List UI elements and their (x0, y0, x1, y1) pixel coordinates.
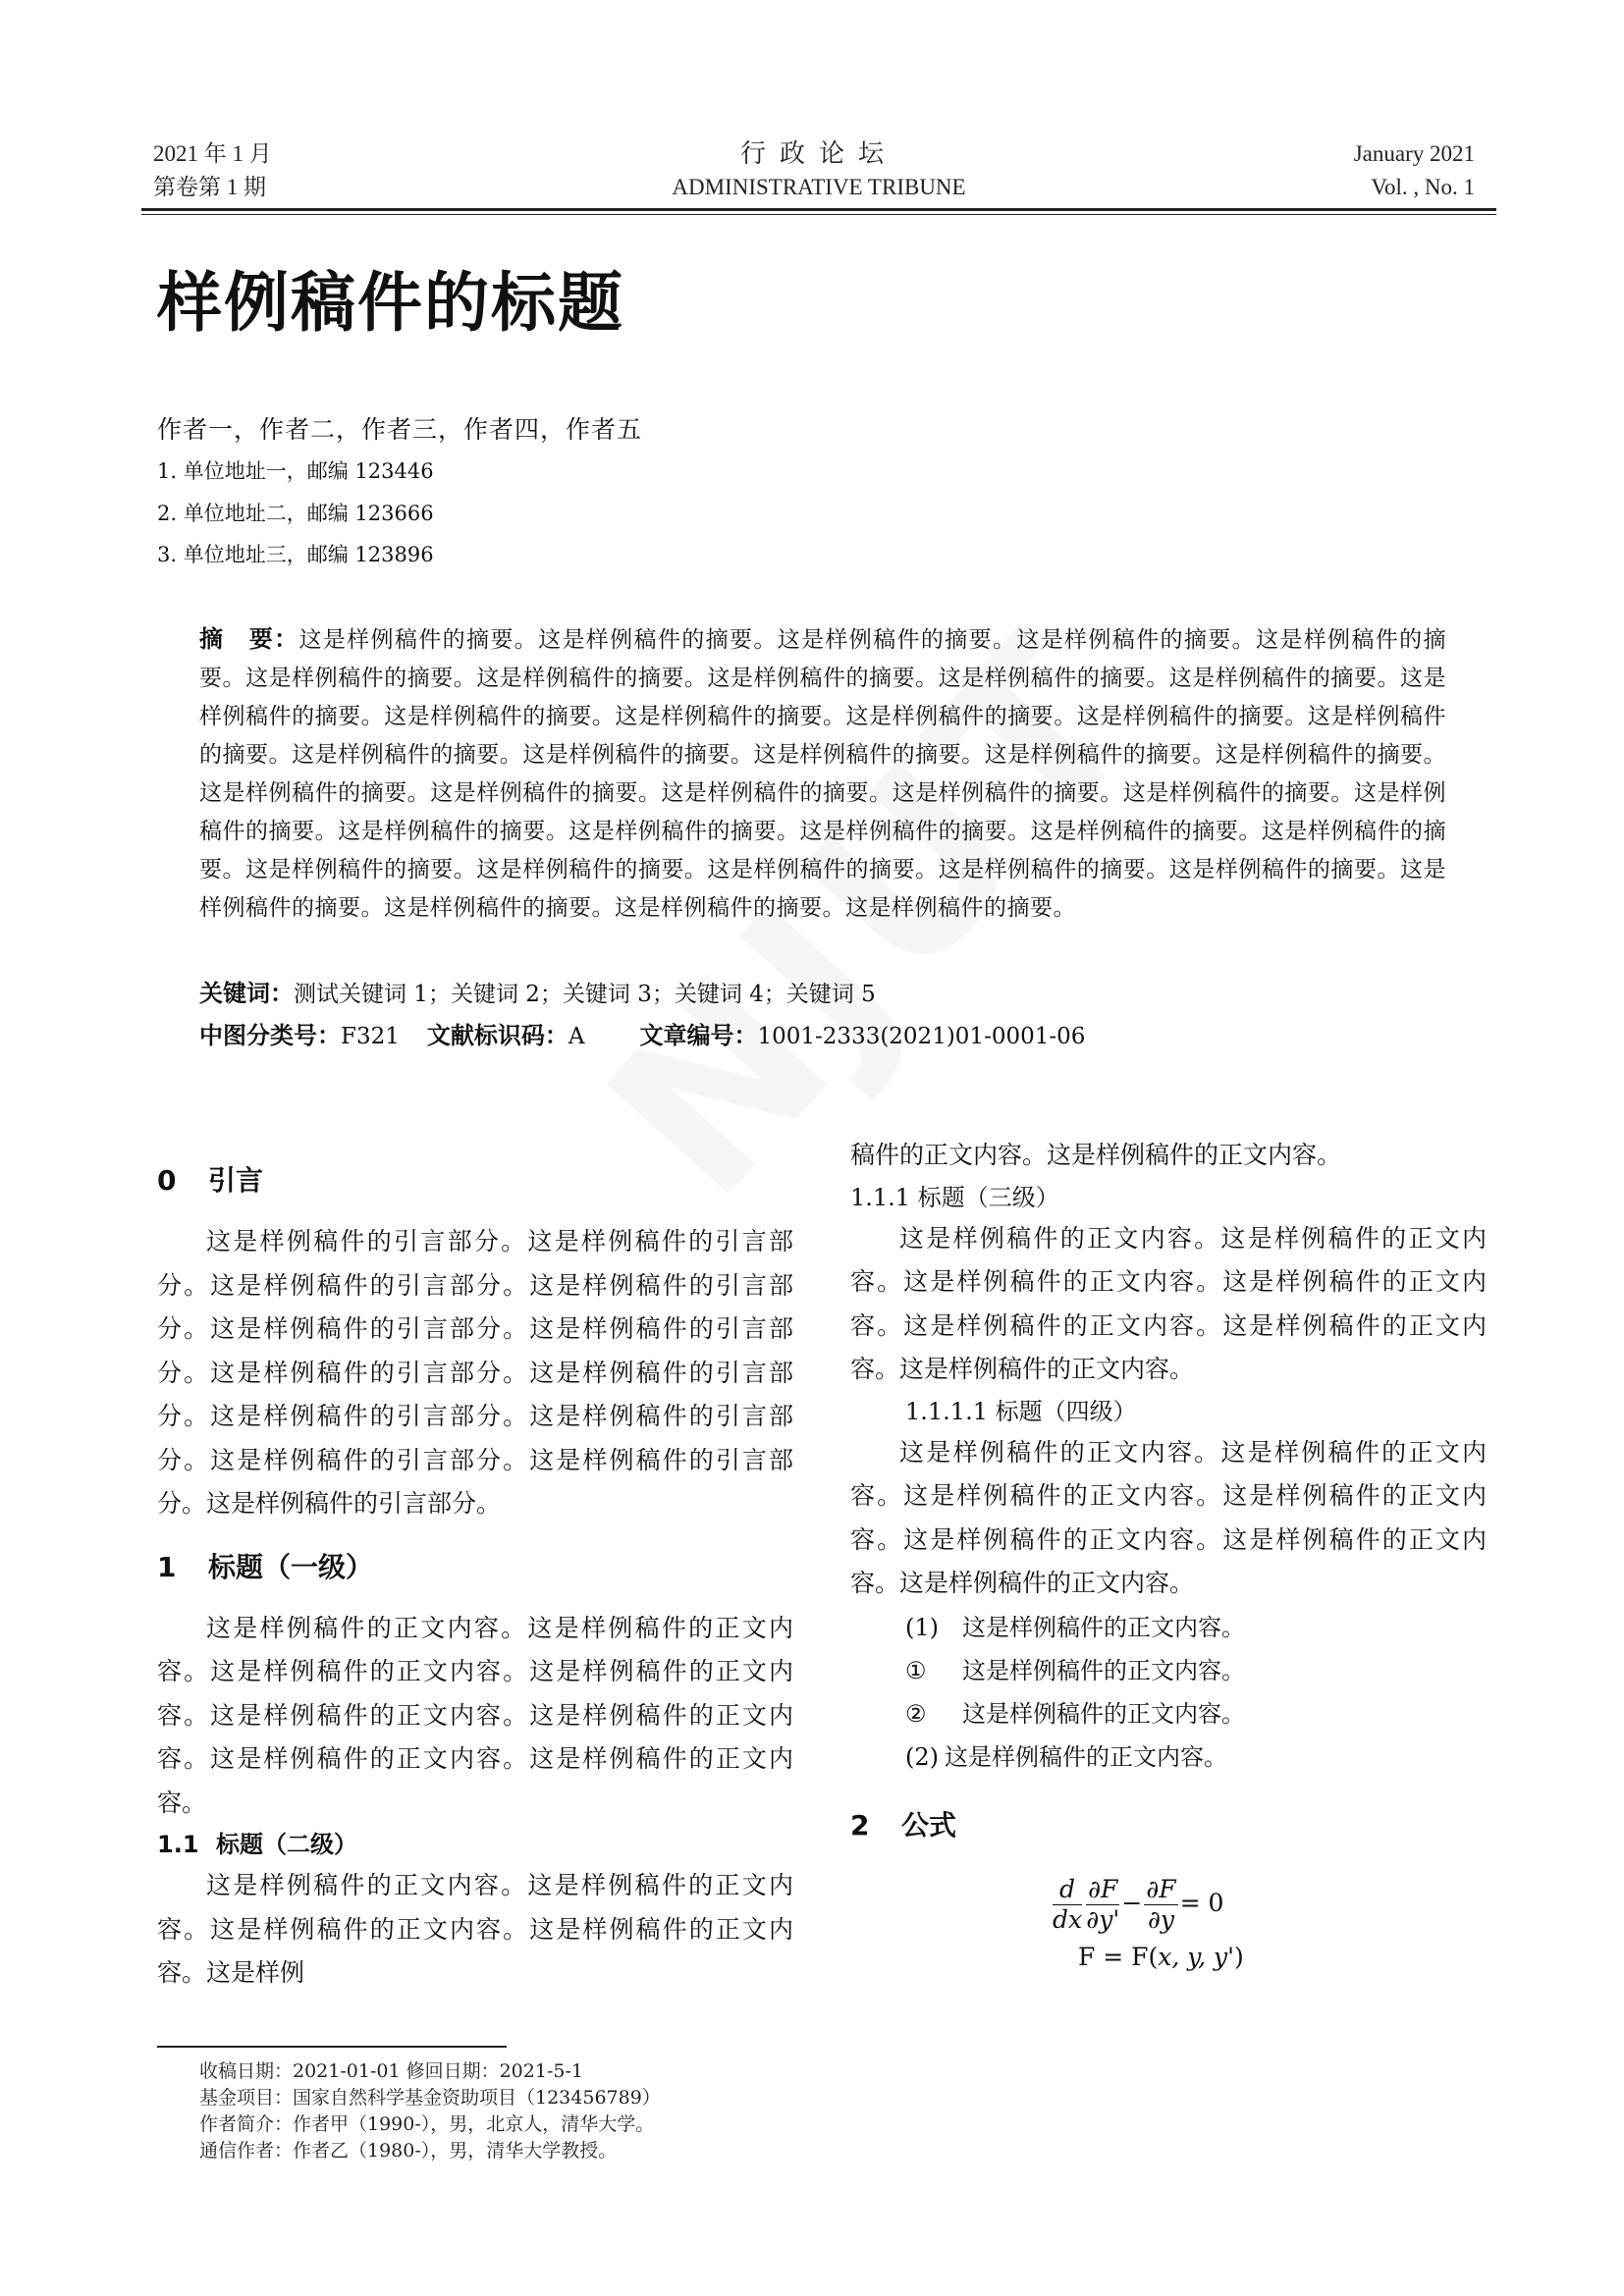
running-header (141, 137, 1496, 208)
journal-name-en: ADMINISTRATIVE TRIBUNE (672, 175, 966, 199)
section-heading-1-1-1: 1.1.1 标题（三级） (850, 1183, 1059, 1211)
formula-block (1051, 1875, 1286, 1971)
section-title: 标题（二级） (216, 1831, 357, 1858)
header-center (141, 137, 1496, 204)
header-right (1354, 137, 1475, 204)
journal-name-cn: 行政论坛 (739, 139, 897, 169)
section-number: 2 (850, 1808, 870, 1842)
footnote-author-bio: 作者简介：作者甲（1990-），男，北京人，清华大学。 (199, 2113, 655, 2135)
abstract-text: 这是样例稿件的摘要。这是样例稿件的摘要。这是样例稿件的摘要。这是样例稿件的摘要。这是样例稿件的摘要。这是样例稿件的摘要。这是样例稿件的摘要。这是样例稿件的摘要。这是样例稿件的摘要。这是样例稿件的摘要。这是样例稿件的摘要。这是样例稿件的摘要。这是样例稿件的摘要。这是样例稿件的摘要。这是样例稿件的摘要。这是样例稿件的摘要。这是样例稿件的摘要。这是样例稿件的摘要。这是样例稿件的摘要。这是样例稿件的摘要。这是样例稿件的摘要。这是样例稿件的摘要。这是样例稿件的摘要。这是样例稿件的摘要。这是样例稿件的摘要。这是样例稿件的摘要。这是样例稿件的摘要。这是样例稿件的摘要。这是样例稿件的摘要。这是样例稿件的摘要。这是样例稿件的摘要。这是样例稿件的摘要。这是样例稿件的摘要。这是样例稿件的摘要。这是样例稿件的摘要。这是样例稿件的摘要。这是样例稿件的摘要。这是样例稿件的摘要。这是样例稿件的摘要。这是样例稿件的摘要。这是样例稿件的摘要。 (199, 627, 1447, 921)
header-rule-thin (141, 214, 1496, 215)
author-list: 作者一，作者二，作者三，作者四，作者五 (157, 415, 643, 444)
equation-rhs: = 0 (1179, 1889, 1224, 1917)
section-heading-1 (157, 1546, 793, 1589)
body-column-right (850, 1134, 1487, 1865)
fraction: $\frac{d}{dx}$ (1053, 1875, 1083, 1934)
intro-paragraph: 这是样例稿件的引言部分。这是样例稿件的引言部分。这是样例稿件的引言部分。这是样例稿件的引言部分。这是样例稿件的引言部分。这是样例稿件的引言部分。这是样例稿件的引言部分。这是样例稿件的引言部分。这是样例稿件的引言部分。这是样例稿件的引言部分。这是样例稿件的引言部分。这是样例稿件的引言部分。这是样例稿件的引言部分。 (157, 1227, 793, 1518)
equation-2: F = F(x, y, y') (1078, 1943, 1244, 1971)
abstract-label: 摘 要： (199, 625, 299, 653)
keywords-label: 关键词： (199, 980, 294, 1007)
list-item: (1) 这是样例稿件的正文内容。 (850, 1606, 1487, 1649)
section-title: 公式 (901, 1808, 957, 1842)
section-number: 1.1 (157, 1831, 199, 1858)
section-1-1-paragraph-cont: 稿件的正文内容。这是样例稿件的正文内容。 (850, 1141, 1342, 1169)
list-item: ② 这是样例稿件的正文内容。 (850, 1692, 1487, 1735)
clc-value: F321 (341, 1024, 400, 1049)
footnote-corresponding: 通信作者：作者乙（1980-），男，清华大学教授。 (199, 2140, 618, 2162)
section-number: 1 (157, 1550, 177, 1583)
section-heading-1-1 (157, 1825, 793, 1864)
section-title: 引言 (208, 1164, 264, 1197)
section-1-1-1-paragraph: 这是样例稿件的正文内容。这是样例稿件的正文内容。这是样例稿件的正文内容。这是样例稿件的正文内容。这是样例稿件的正文内容。这是样例稿件的正文内容。这是样例稿件的正文内容。 (850, 1223, 1487, 1383)
header-date-cn: 2021 年 1 月 (153, 141, 272, 166)
list-marker: ① (905, 1656, 927, 1684)
clc-label: 中图分类号： (199, 1022, 341, 1049)
section-heading-intro (157, 1159, 793, 1202)
header-issue-cn: 第卷第 1 期 (153, 175, 266, 199)
article-number-value: 1001-2333(2021)01-0001-06 (757, 1024, 1086, 1049)
footnote-rule (157, 2046, 507, 2048)
article-number-label: 文章编号： (639, 1022, 758, 1049)
affiliation-1: 1. 单位地址一，邮编 123446 (157, 459, 434, 483)
abstract (199, 620, 1446, 928)
section-1-1-paragraph: 这是样例稿件的正文内容。这是样例稿件的正文内容。这是样例稿件的正文内容。这是样例稿件的正文内容。这是样例 (157, 1871, 793, 1987)
affiliation-2: 2. 单位地址二，邮编 123666 (157, 502, 434, 525)
keywords-text: 测试关键词 1；关键词 2；关键词 3；关键词 4；关键词 5 (294, 982, 876, 1007)
list-marker: (2) (905, 1742, 939, 1771)
section-title: 标题（一级） (208, 1550, 374, 1583)
header-date-en: January 2021 (1353, 141, 1475, 166)
doc-code-value: A (568, 1024, 585, 1049)
fraction: $\frac{\partial F}{\partial y}$ (1146, 1875, 1176, 1934)
header-issue-en: Vol. , No. 1 (1371, 175, 1475, 199)
list-item: (2) 这是样例稿件的正文内容。 (850, 1735, 1487, 1779)
footnote-received: 收稿日期：2021-01-01 修回日期：2021-5-1 (199, 2060, 583, 2082)
paper-title: 样例稿件的标题 (157, 265, 624, 341)
list-marker: (1) (905, 1613, 939, 1641)
fraction: $\frac{\partial F}{\partial y'}$ (1086, 1875, 1120, 1934)
list-item: ① 这是样例稿件的正文内容。 (850, 1649, 1487, 1692)
affiliation-3: 3. 单位地址三，邮编 123896 (157, 543, 434, 566)
doc-code-label: 文献标识码： (426, 1022, 568, 1049)
classification-line (199, 1016, 1085, 1050)
section-1-paragraph: 这是样例稿件的正文内容。这是样例稿件的正文内容。这是样例稿件的正文内容。这是样例稿件的正文内容。这是样例稿件的正文内容。这是样例稿件的正文内容。这是样例稿件的正文内容。这是样例稿件的正文内容。 (157, 1613, 793, 1817)
minus-sign: − (1121, 1889, 1143, 1917)
equation-1 (1051, 1875, 1286, 1935)
section-number: 0 (157, 1164, 177, 1197)
header-rule-thick (141, 208, 1496, 211)
section-1-1-1-1-paragraph: 这是样例稿件的正文内容。这是样例稿件的正文内容。这是样例稿件的正文内容。这是样例稿件的正文内容。这是样例稿件的正文内容。这是样例稿件的正文内容。这是样例稿件的正文内容。 (850, 1437, 1487, 1597)
keywords (199, 974, 876, 1008)
body-column-left (157, 1144, 793, 1996)
list-marker: ② (905, 1699, 927, 1728)
section-heading-2 (850, 1804, 1487, 1847)
section-heading-1-1-1-1: 1.1.1.1 标题（四级） (905, 1397, 1137, 1425)
footnote-funding: 基金项目：国家自然科学基金资助项目（123456789） (199, 2087, 661, 2109)
